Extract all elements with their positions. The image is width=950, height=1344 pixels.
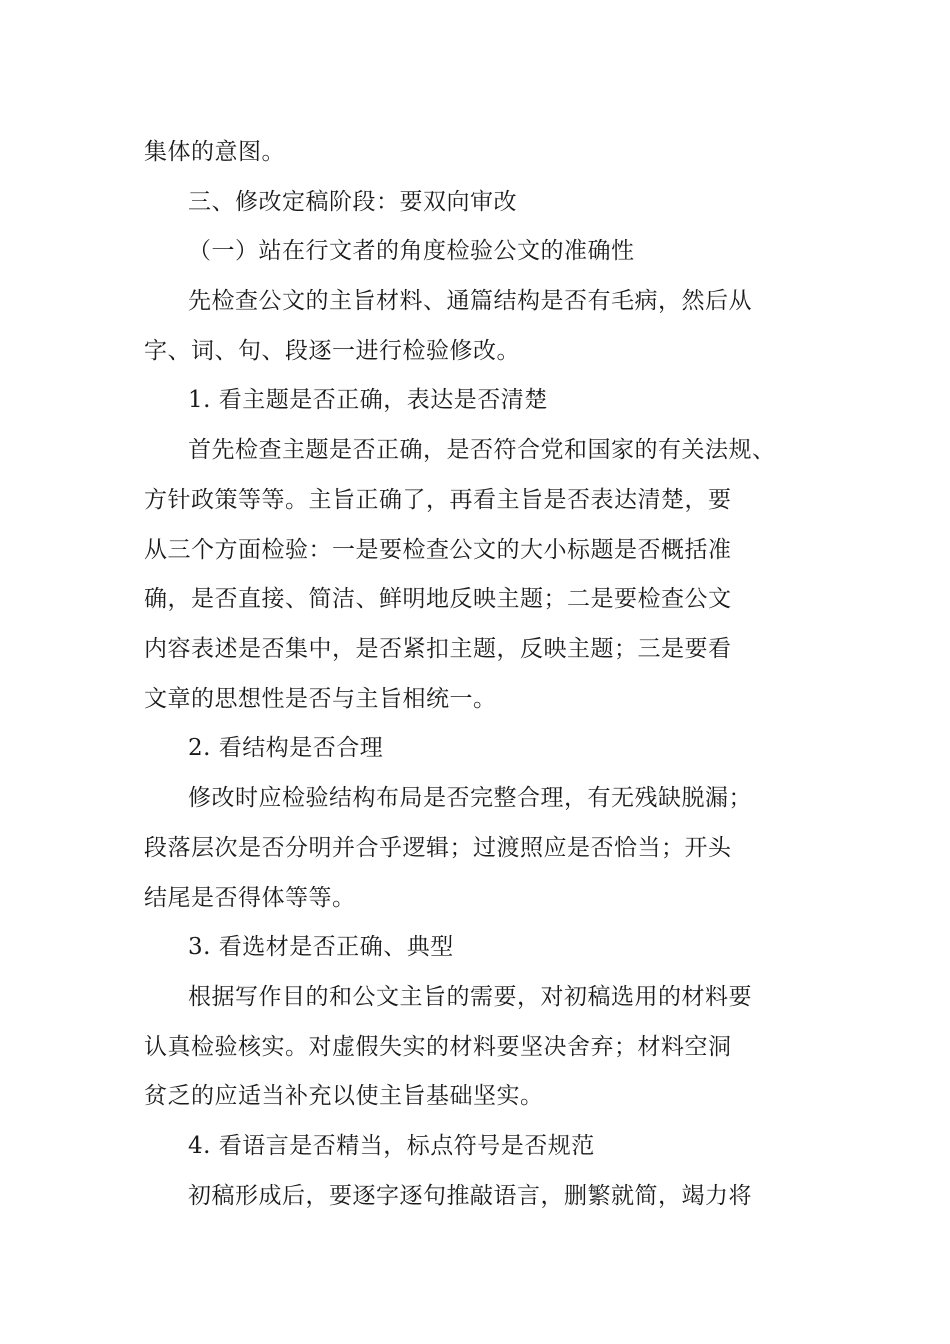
text-line: 根据写作目的和公文主旨的需要，对初稿选用的材料要 [188, 984, 752, 1010]
text-line: 方针政策等等。主旨正确了，再看主旨是否表达清楚，要 [144, 487, 732, 513]
text-line: 字、词、句、段逐一进行检验修改。 [144, 338, 520, 364]
item-heading: 4. 看语言是否精当，标点符号是否规范 [188, 1133, 595, 1159]
item-heading: 2. 看结构是否合理 [188, 735, 384, 761]
text-line: 内容表述是否集中，是否紧扣主题，反映主题；三是要看 [144, 636, 732, 662]
text-line: 认真检验核实。对虚假失实的材料要坚决舍弃；材料空洞 [144, 1034, 732, 1060]
text-line: 先检查公文的主旨材料、通篇结构是否有毛病，然后从 [188, 288, 752, 314]
text-line: 集体的意图。 [144, 139, 285, 165]
text-line: 文章的思想性是否与主旨相统一。 [144, 686, 497, 712]
text-line: 从三个方面检验：一是要检查公文的大小标题是否概括准 [144, 537, 732, 563]
text-line: 初稿形成后，要逐字逐句推敲语言，删繁就简，竭力将 [188, 1183, 752, 1209]
text-line: 修改时应检验结构布局是否完整合理，有无残缺脱漏； [188, 785, 752, 811]
text-line: 首先检查主题是否正确，是否符合党和国家的有关法规、 [188, 437, 776, 463]
text-line: 确，是否直接、简洁、鲜明地反映主题；二是要检查公文 [144, 586, 732, 612]
item-heading: 1. 看主题是否正确，表达是否清楚 [188, 387, 548, 413]
subsection-heading: （一）站在行文者的角度检验公文的准确性 [188, 238, 635, 264]
item-heading: 3. 看选材是否正确、典型 [188, 934, 454, 960]
text-line: 段落层次是否分明并合乎逻辑；过渡照应是否恰当；开头 [144, 835, 732, 861]
section-heading: 三、修改定稿阶段：要双向审改 [188, 189, 517, 215]
text-line: 贫乏的应适当补充以使主旨基础坚实。 [144, 1083, 544, 1109]
text-line: 结尾是否得体等等。 [144, 885, 356, 911]
